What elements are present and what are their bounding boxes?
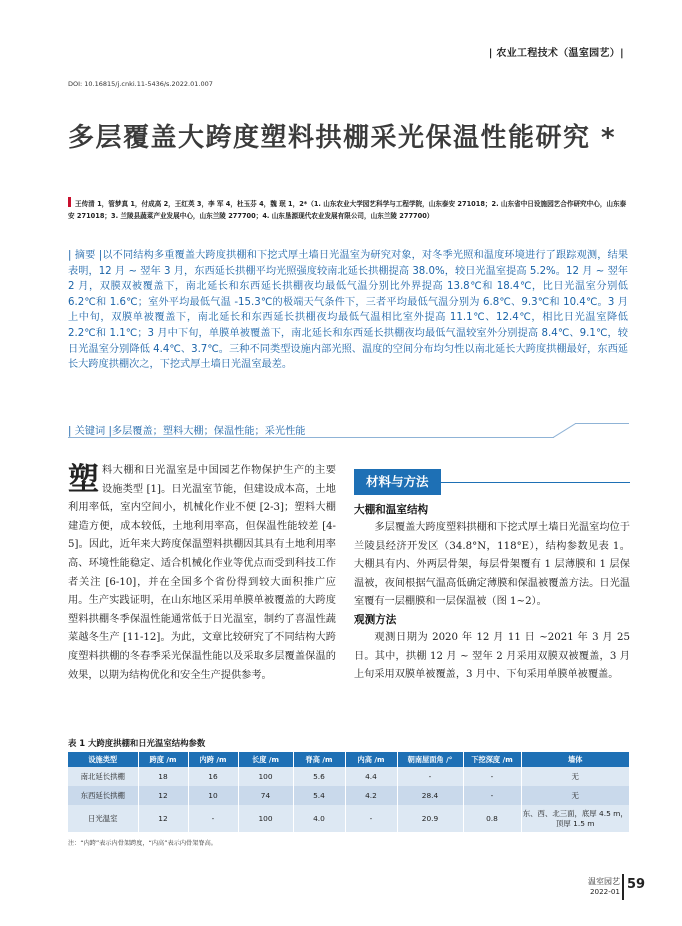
keywords-label: | 关键词 | (68, 426, 112, 437)
keywords-divider (68, 437, 554, 438)
abstract-text: 以不同结构多重覆盖大跨度拱棚和下挖式厚土墙日光温室为研究对象，对冬季光照和温度环境进行了跟踪观测，结果表明，12 月 ~ 翌年 3 月，东西延长拱棚平均光照强度较南北延长拱棚提高 38.0%，较日光温室提高 5.2%。12 月 ~ 翌年 2 月，双膜双被覆盖下，南北延长和东西延长拱棚夜均最低气温分别比外界提高 13.8℃和 18.4℃，比日光温室分别低 6.2℃和 1.6℃；室外平均最低气温 -15.3℃的极端天气条件下，三者平均最低气温分别为 6.8℃、9.3℃和 10.4℃。3 月上中旬，双膜单被覆盖下，南北延长和东西延长拱棚夜均最低气温相比室外提高 11.1℃、12.4℃，相比日光温室降低 2.2℃和 1.1℃；3 月中下旬，单膜单被覆盖下，南北延长和东西延长拱棚夜均最低气温较室外分别提高 8.4℃、9.1℃，较日光温室分别降低 4.4℃、3.7℃。三种不同类型设施内部光照、温度的空间分布均匀性以南北延长大跨度拱棚最好，东西延长大跨度拱棚次之，下挖式厚土墙日光温室最差。 (68, 250, 629, 371)
table-cell: 日光温室 (68, 805, 138, 832)
subheading-observation: 观测方法 (354, 613, 397, 626)
table-cell: 100 (238, 767, 293, 786)
table-row (68, 805, 630, 832)
abstract (68, 248, 628, 373)
table-header-row (68, 752, 630, 767)
table-cell: 4.2 (345, 786, 397, 805)
keywords-divider-diagonal (553, 423, 576, 438)
table-cell: - (463, 767, 521, 786)
doi: DOI: 10.16815/j.cnki.11-5436/s.2022.01.007 (68, 80, 213, 88)
table-row (68, 786, 630, 805)
methods-heading-label: 材料与方法 (354, 469, 441, 495)
table-cell: 18 (138, 767, 188, 786)
table-caption: 表 1 大跨度拱棚和日光温室结构参数 (68, 738, 206, 748)
table-header-cell: 跨度 /m (138, 752, 188, 767)
table-cell: 12 (138, 805, 188, 832)
table-cell: 4.4 (345, 767, 397, 786)
table-cell: 东西延长拱棚 (68, 786, 138, 805)
table-cell: 0.8 (463, 805, 521, 832)
table-header-cell: 设施类型 (68, 752, 138, 767)
table-header-cell: 脊高 /m (293, 752, 345, 767)
authors-text: 王传清 1，管梦真 1，付成高 2，王红英 3，李 军 4，杜玉芬 4，魏 珉 1，2*（1. 山东农业大学园艺科学与工程学院，山东泰安 271018；2. 山东省中日设施园艺合作研究中心，山东泰安 271018；3. 兰陵县蔬菜产业发展中心，山东兰陵 277700；4. 山东垦源现代农业发展有限公司，山东兰陵 277700） (68, 200, 627, 220)
table-cell: 10 (188, 786, 238, 805)
table-cell: 无 (521, 786, 630, 805)
subheading-structure: 大棚和温室结构 (354, 504, 429, 516)
table-cell: - (345, 805, 397, 832)
table-header-cell: 朝南屋面角 /° (397, 752, 463, 767)
table-cell: 12 (138, 786, 188, 805)
methods-section (354, 468, 630, 685)
footer-date: 2022-01 (589, 887, 620, 896)
keywords (68, 422, 305, 437)
observation-paragraph: 观测日期为 2020 年 12 月 11 日 ~2021 年 3 月 25 日。其中，拱棚 12 月 ~ 翌年 2 月采用双膜双被覆盖，3 月上旬采用双膜单被覆盖，3 月中、下旬采用单膜单被覆盖。 (354, 631, 630, 681)
table-cell: 东、西、北三面，底厚 4.5 m，顶厚 1.5 m (521, 805, 630, 832)
footer-journal: 温室园艺 (588, 877, 620, 886)
author-accent-bar (68, 197, 71, 207)
abstract-label: | 摘要 | (68, 250, 103, 261)
table-header-cell: 下挖深度 /m (463, 752, 521, 767)
paper-title: 多层覆盖大跨度塑料拱棚采光保温性能研究 * (68, 123, 617, 153)
page-number: 59 (627, 877, 646, 892)
authors-affiliations (68, 197, 628, 222)
table-cell: 无 (521, 767, 630, 786)
table-cell: 南北延长拱棚 (68, 767, 138, 786)
methods-heading-rule (441, 482, 630, 483)
journal-section-header: | 农业工程技术（温室园艺）| (488, 48, 624, 59)
table-cell: 5.6 (293, 767, 345, 786)
keywords-divider-upper (575, 423, 629, 424)
footer-divider (622, 874, 624, 900)
page-footer (588, 877, 620, 897)
structure-paragraph: 多层覆盖大跨度塑料拱棚和下挖式厚土墙日光温室均位于兰陵县经济开发区（34.8°N，118°E），结构参数见表 1。大棚具有内、外两层骨架，每层骨架覆有 1 层薄膜和 1 层保温被，夜间根据气温高低确定薄膜和保温被覆盖方法。日光温室覆有一层棚膜和一层保温被（图 1~2）。 (354, 522, 630, 608)
table-note: 注：“内跨”表示内骨架跨度，“内高”表示内骨架脊高。 (68, 840, 217, 847)
table-cell: 74 (238, 786, 293, 805)
table-cell: 100 (238, 805, 293, 832)
table-cell: 4.0 (293, 805, 345, 832)
table-cell: 16 (188, 767, 238, 786)
intro-text: 料大棚和日光温室是中国园艺作物保护生产的主要设施类型 [1]。日光温室节能，但建设成本高，土地利用率低，室内空间小，机械化作业不便 [2-3]；塑料大棚建造方便，成本较低，土地利用率高，但保温性能较差 [4-5]。因此，近年来大跨度保温塑料拱棚因其具有土地利用率高、环境性能稳定、适合机械化作业等优点而受到科技工作者关注 [6-10]，并在全国多个省份得到较大面积推广应用。生产实践证明，在山东地区采用单膜单被覆盖的大跨度塑料拱棚冬季保温性能通常低于日光温室，制约了喜温性蔬菜越冬生产 [11-12]。为此，文章比较研究了不同结构大跨度塑料拱棚的冬春季采光保温性能以及采取多层覆盖保温的效果，以期为结构优化和安全生产提供参考。 (68, 465, 336, 681)
methods-heading (354, 468, 630, 496)
table-header-cell: 长度 /m (238, 752, 293, 767)
drop-cap: 塑 (68, 462, 99, 498)
table-cell: 28.4 (397, 786, 463, 805)
table-cell: 5.4 (293, 786, 345, 805)
table-row (68, 767, 630, 786)
table-cell: 20.9 (397, 805, 463, 832)
table-cell: - (397, 767, 463, 786)
table-header-cell: 内高 /m (345, 752, 397, 767)
table-header-cell: 内跨 /m (188, 752, 238, 767)
structure-parameter-table (68, 752, 630, 832)
keywords-text: 多层覆盖；塑料大棚；保温性能；采光性能 (111, 426, 306, 437)
introduction (68, 462, 336, 685)
table-cell: - (188, 805, 238, 832)
table-header-cell: 墙体 (521, 752, 630, 767)
table-cell: - (463, 786, 521, 805)
